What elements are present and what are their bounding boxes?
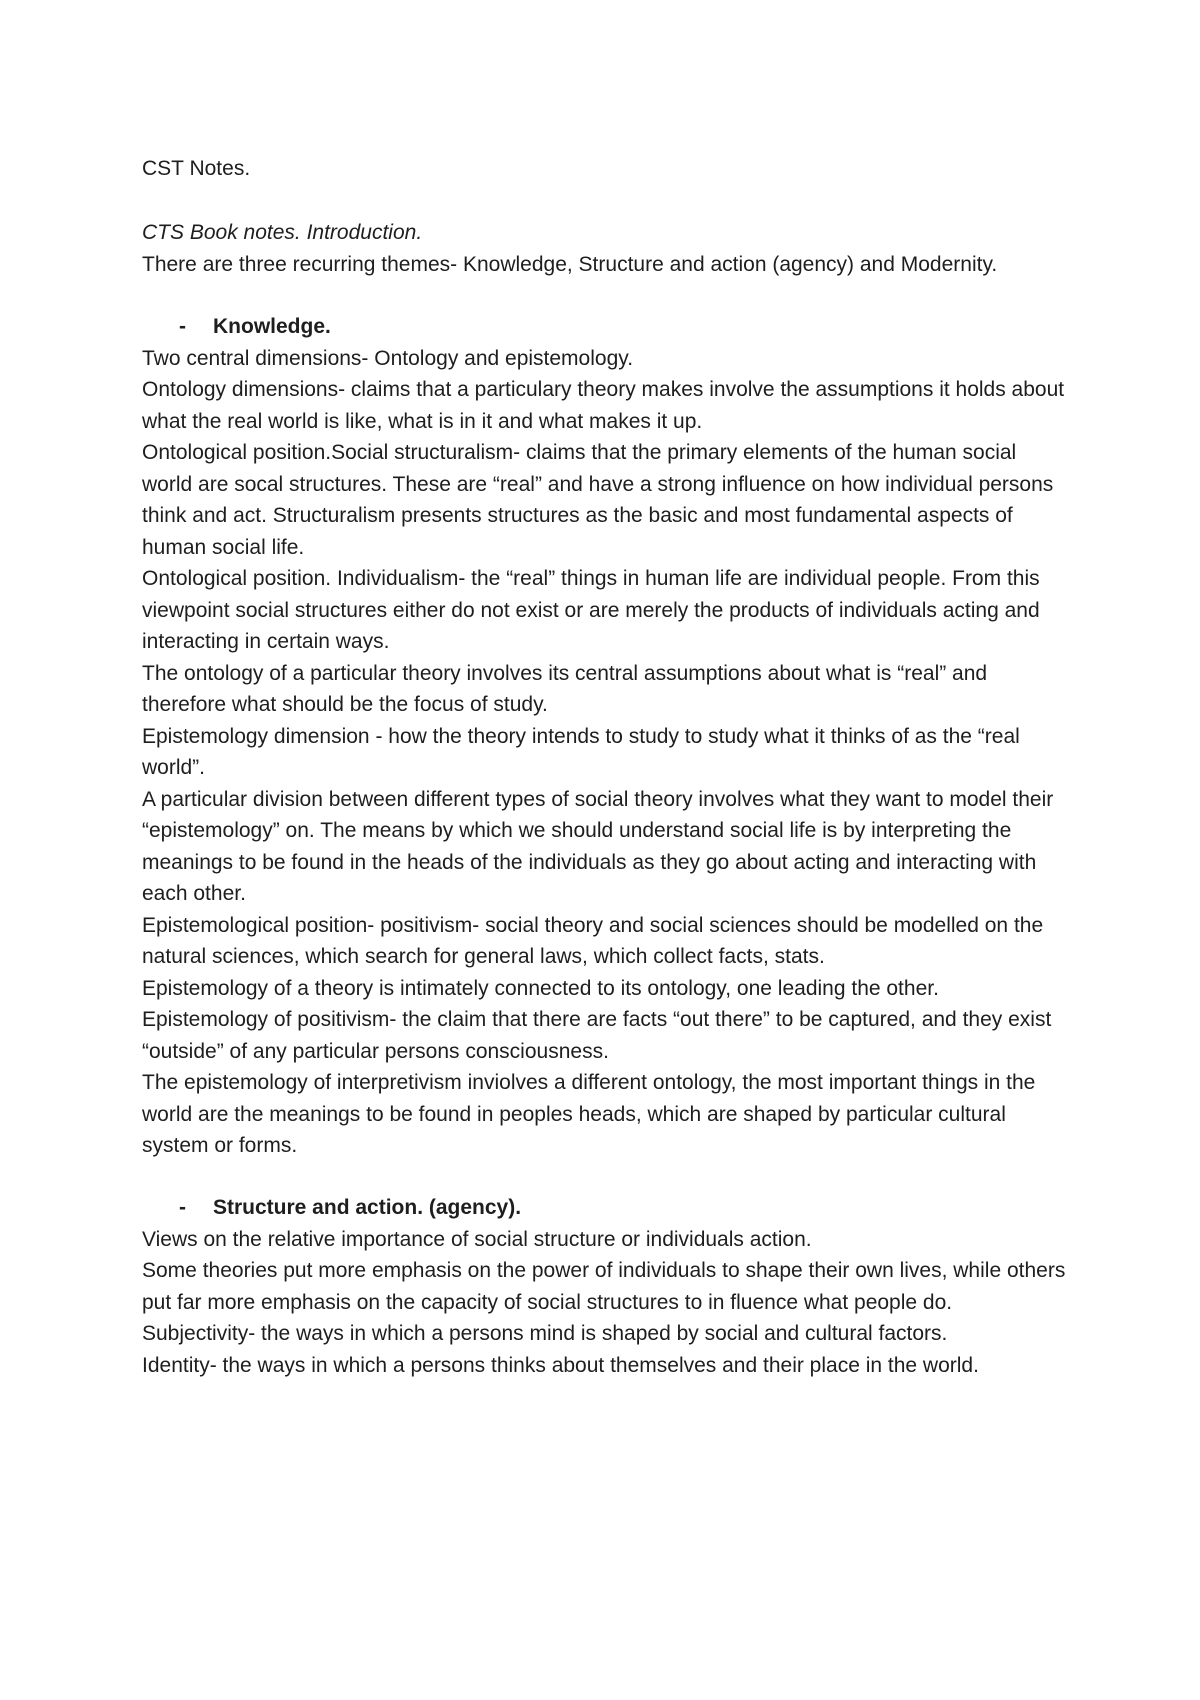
paragraph: Views on the relative importance of social structure or individuals action. (142, 1227, 812, 1251)
paragraph: Epistemological position- positivism- social theory and social sciences should be modelled on the natural sciences, which search for general laws, which collect facts, stats. (142, 913, 1044, 968)
paragraph: Identity- the ways in which a persons thinks about themselves and their place in the world. (142, 1353, 979, 1377)
section-heading-text: Knowledge. (213, 314, 331, 338)
spacer (142, 1162, 1070, 1192)
subtitle: CTS Book notes. Introduction. (142, 221, 423, 244)
paragraph: The ontology of a particular theory involves its central assumptions about what is “real” and therefore what should be the focus of study. (142, 661, 988, 716)
paragraph: Ontological position. Individualism- the “real” things in human life are individual people. From this viewpoint social structures either do not exist or are merely the products of individuals acting and interacting in certain ways. (142, 567, 1040, 653)
section-knowledge (142, 311, 1070, 1162)
paragraph: Subjectivity- the ways in which a persons mind is shaped by social and cultural factors. (142, 1322, 948, 1345)
spacer (142, 281, 1070, 311)
paragraph: The epistemology of interpretivism inviolves a different ontology, the most important things in the world are the meanings to be found in peoples heads, which are shaped by particular cultural system or forms. (142, 1071, 1036, 1157)
spacer (142, 185, 1070, 217)
paragraph: A particular division between different types of social theory involves what they want to model their “epistemology” on. The means by which we should understand social life is by interpreting the meanings to be found in the heads of the individuals as they go about acting and interacting with each other. (142, 787, 1054, 905)
intro-paragraph: There are three recurring themes- Knowledge, Structure and action (agency) and Modernity. (142, 253, 998, 276)
section-heading (142, 1192, 1070, 1224)
bullet-dash: - (179, 314, 186, 338)
paragraph: Two central dimensions- Ontology and epistemology. (142, 346, 634, 370)
paragraph: Ontological position.Social structuralism- claims that the primary elements of the human social world are socal structures. These are “real” and have a strong influence on how individual persons think and act. Structuralism presents structures as the basic and most fundamental aspects of human social life. (142, 441, 1054, 559)
bullet-dash: - (179, 1195, 186, 1219)
paragraph: Epistemology dimension - how the theory intends to study to study what it thinks of as the “real world”. (142, 724, 1020, 779)
page-title: CST Notes. (142, 157, 251, 180)
paragraph: Ontology dimensions- claims that a particulary theory makes involve the assumptions it holds about what the real world is like, what is in it and what makes it up. (142, 378, 1065, 433)
section-structure-action (142, 1192, 1070, 1382)
section-heading (142, 311, 1070, 343)
section-heading-text: Structure and action. (agency). (213, 1195, 522, 1219)
paragraph: Epistemology of a theory is intimately connected to its ontology, one leading the other. (142, 976, 939, 1000)
paragraph: Some theories put more emphasis on the power of individuals to shape their own lives, while others put far more emphasis on the capacity of social structures to in fluence what people do. (142, 1259, 1066, 1314)
paragraph: Epistemology of positivism- the claim that there are facts “out there” to be captured, and they exist “outside” of any particular persons consciousness. (142, 1008, 1052, 1063)
